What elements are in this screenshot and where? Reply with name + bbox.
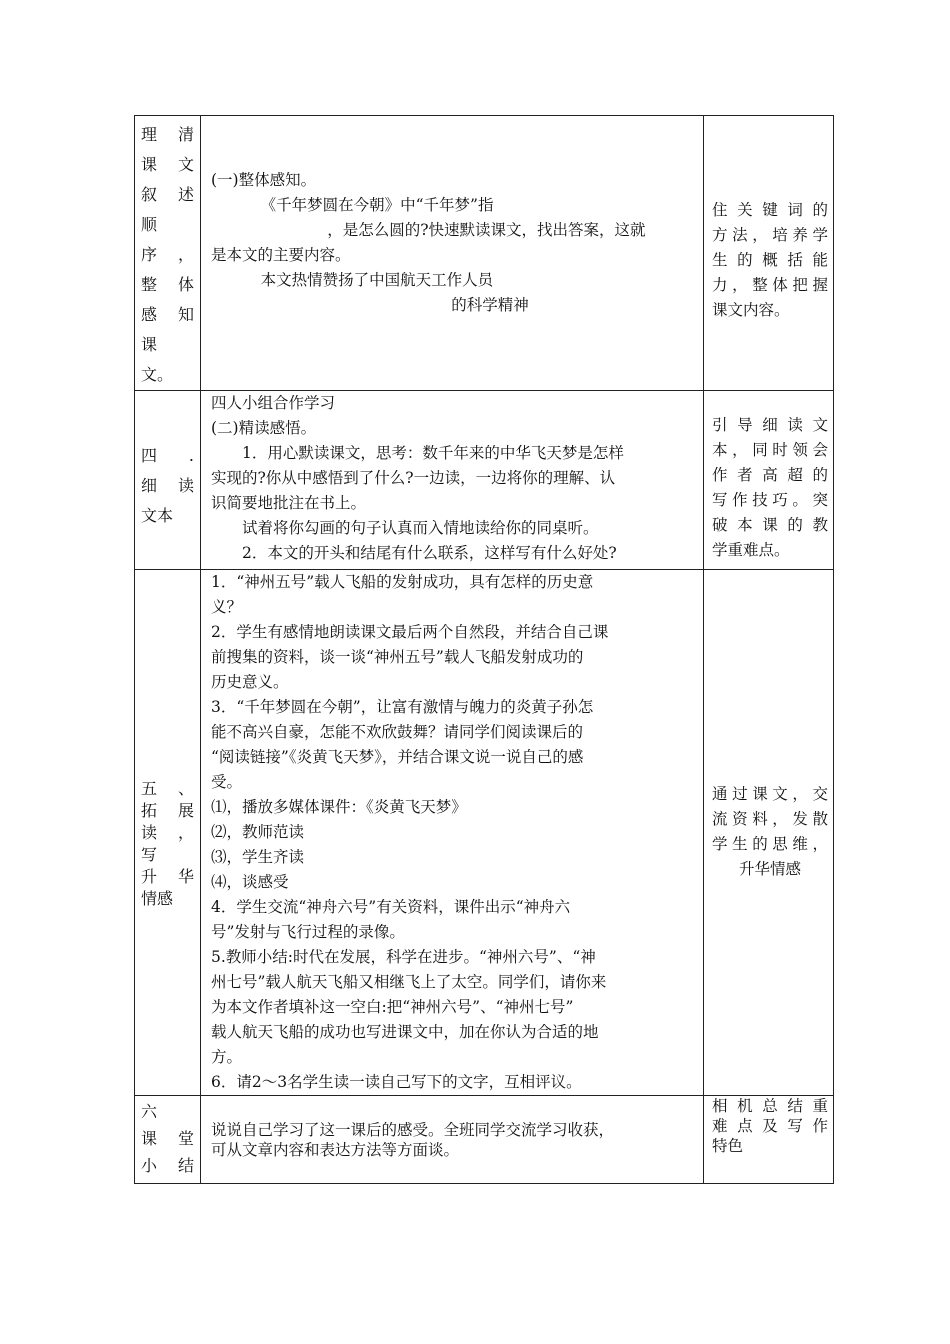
- content-line: 四人小组合作学习: [211, 394, 336, 412]
- stage-line: 读 ，: [141, 823, 194, 842]
- section-heading: (二)精读感悟。: [211, 419, 317, 437]
- stage-line: 理 清: [141, 125, 194, 144]
- note-line: 特色: [712, 1137, 744, 1155]
- stage-line: 感 知: [141, 305, 194, 324]
- content-line: 能不高兴自豪，怎能不欢欣鼓舞？请同学们阅读课后的: [211, 723, 584, 741]
- stage-cell: [135, 570, 201, 1096]
- table-row: [135, 1096, 834, 1184]
- stage-line: 课 堂: [141, 1129, 194, 1148]
- stage-line: 升 华: [141, 867, 194, 886]
- content-line: 的科学精神: [451, 296, 529, 314]
- note-line: 相机总结重: [712, 1097, 828, 1115]
- note-cell: [704, 1096, 834, 1184]
- note-line: 本，同时领会: [712, 441, 828, 459]
- content-line: ⑶，学生齐读: [211, 848, 305, 866]
- stage-cell: [135, 391, 201, 570]
- content-line: 5.教师小结:时代在发展，科学在进步。“神州六号”、“神: [211, 948, 596, 966]
- section-heading: (一)整体感知。: [211, 171, 317, 189]
- content-line: 1．“神州五号”载人飞船的发射成功，具有怎样的历史意: [211, 573, 594, 591]
- note-line: 住关键词的: [712, 201, 828, 219]
- note-line: 写作技巧。突: [712, 491, 828, 509]
- content-line: 载人航天飞船的成功也写进课文中，加在你认为合适的地: [211, 1023, 599, 1041]
- content-line: 试着将你勾画的句子认真而入情地读给你的同桌听。: [242, 519, 599, 537]
- note-line: 难点及写作: [712, 1117, 828, 1135]
- content-line: 为本文作者填补这一空白:把“神州六号”、“神州七号”: [211, 998, 574, 1016]
- content-cell: [201, 1096, 704, 1184]
- content-line: ⑴，播放多媒体课件：《炎黄飞天梦》: [211, 798, 467, 816]
- note-cell: [704, 570, 834, 1096]
- note-line: 力，整体把握: [712, 276, 828, 294]
- note-line: 学生的思维，: [712, 835, 828, 853]
- stage-line: 拓 展: [141, 801, 194, 820]
- content-line: ⑵，教师范读: [211, 823, 305, 841]
- content-line: 州七号”载人航天飞船又相继飞上了太空。同学们，请你来: [211, 973, 607, 991]
- table-row: [135, 116, 834, 391]
- stage-line: 课: [141, 335, 158, 354]
- content-line: 义？: [211, 598, 243, 616]
- content-line: 识简要地批注在书上。: [211, 494, 367, 512]
- content-line: 说说自己学习了这一课后的感受。全班同学交流学习收获，: [211, 1121, 615, 1139]
- content-line: 可从文章内容和表达方法等方面谈。: [211, 1141, 460, 1159]
- content-line: 号”发射与飞行过程的录像。: [211, 923, 405, 941]
- note-cell: [704, 116, 834, 391]
- content-line: 前搜集的资料，谈一谈“神州五号”载人飞船发射成功的: [211, 648, 584, 666]
- stage-line: 四 .: [141, 446, 194, 465]
- note-line: 生的概括能: [712, 251, 828, 269]
- stage-line: 文。: [141, 365, 174, 384]
- note-line: 课文内容。: [712, 301, 790, 319]
- note-line: 通过课文，交: [712, 785, 828, 803]
- content-line: 方。: [211, 1048, 243, 1066]
- content-line: “阅读链接”《炎黄飞天梦》，并结合课文说一说自己的感: [211, 748, 584, 766]
- lesson-plan-table: [134, 115, 834, 1184]
- table-row: [135, 570, 834, 1096]
- stage-line: 序 ，: [141, 245, 194, 264]
- content-line: 1．用心默读课文，思考：数千年来的中华飞天梦是怎样: [242, 444, 624, 462]
- content-line: 6．请2～3名学生读一读自己写下的文字，互相评议。: [211, 1073, 582, 1091]
- stage-line: 六: [141, 1102, 158, 1121]
- stage-cell: [135, 116, 201, 391]
- content-line: ⑷，谈感受: [211, 873, 289, 891]
- content-line: 本文热情赞扬了中国航天工作人员: [260, 271, 494, 289]
- content-cell: [201, 116, 704, 391]
- note-line: 学重难点。: [712, 541, 790, 559]
- note-line: 升华情感: [738, 860, 801, 878]
- content-line: 2．本文的开头和结尾有什么联系，这样写有什么好处?: [242, 544, 617, 562]
- stage-line: 课 文: [141, 155, 194, 174]
- content-line: 《千年梦圆在今朝》中“千年梦”指: [260, 196, 494, 214]
- content-cell: [201, 391, 704, 570]
- stage-cell: [135, 1096, 201, 1184]
- note-line: 流资料，发散: [712, 810, 828, 828]
- note-line: 作者高超的: [712, 466, 828, 484]
- content-cell: [201, 570, 704, 1096]
- content-line: ，是怎么圆的?快速默读课文，找出答案，这就: [327, 221, 646, 239]
- stage-line: 小 结: [141, 1156, 194, 1175]
- stage-line: 细 读: [141, 476, 194, 495]
- stage-line: 叙 述: [141, 185, 194, 204]
- content-line: 历史意义。: [211, 673, 289, 691]
- note-cell: [704, 391, 834, 570]
- content-line: 3．“千年梦圆在今朝”，让富有激情与魄力的炎黄子孙怎: [211, 698, 594, 716]
- note-line: 方法，培养学: [712, 226, 828, 244]
- note-line: 破本课的教: [712, 516, 828, 534]
- content-line: 是本文的主要内容。: [211, 246, 351, 264]
- content-line: 2．学生有感情地朗读课文最后两个自然段，并结合自己课: [211, 623, 609, 641]
- table-row: [135, 391, 834, 570]
- stage-line: 整 体: [141, 275, 194, 294]
- note-line: 引导细读文: [712, 416, 828, 434]
- stage-line: 五 、: [141, 779, 194, 798]
- stage-line: 写: [141, 845, 158, 864]
- stage-line: 文本: [141, 506, 174, 525]
- stage-line: 顺: [141, 215, 158, 234]
- stage-line: 情感: [141, 889, 174, 908]
- content-line: 受。: [211, 773, 243, 791]
- content-line: 4．学生交流“神舟六号”有关资料，课件出示“神舟六: [211, 898, 571, 916]
- content-line: 实现的?你从中感悟到了什么?一边读，一边将你的理解、认: [211, 469, 616, 487]
